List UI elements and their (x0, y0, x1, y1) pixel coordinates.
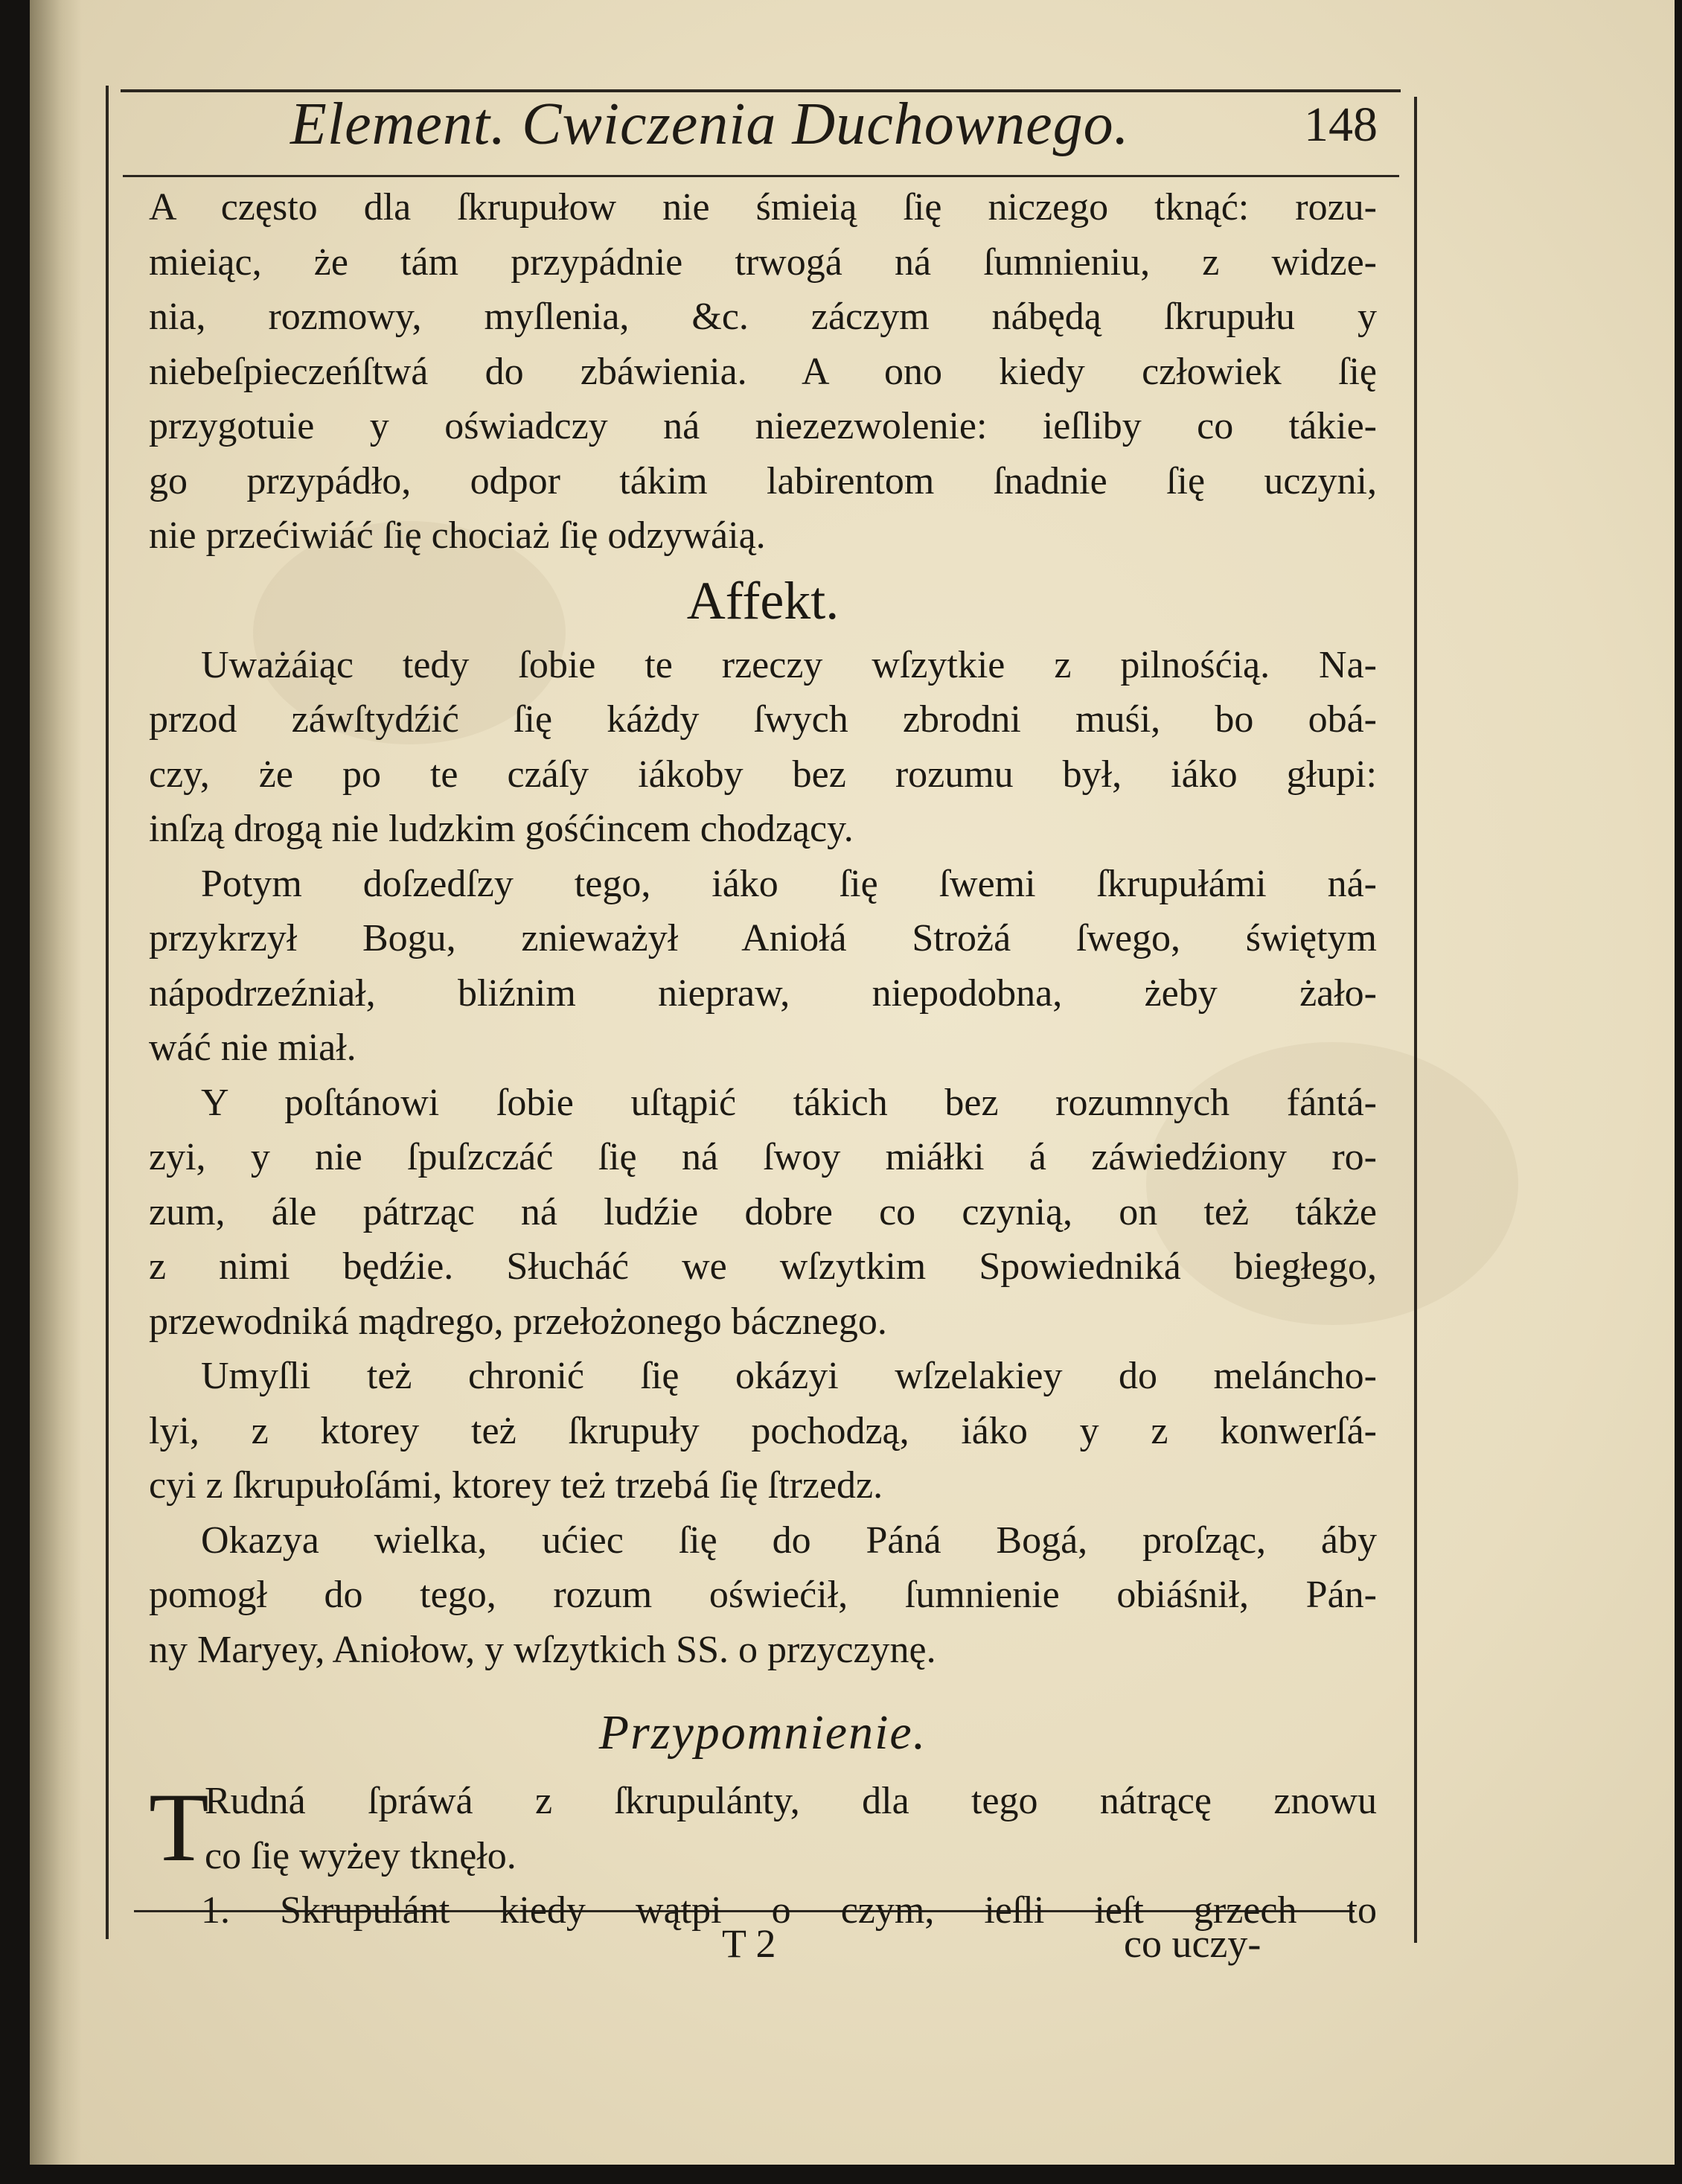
text-line: Uważáiąc tedy ſobie te rzeczy wſzytkie z pilnośćią. Na- (201, 643, 1377, 686)
text-line: nápodrzeźniał, bliźnim niepraw, niepodobna, żeby żało- (149, 971, 1377, 1015)
text-line: niebeſpieczeńſtwá do zbáwienia. A ono kiedy człowiek ſię (149, 350, 1377, 393)
text-line: nia, rozmowy, myſlenia, &c. záczym nábędą ſkrupułu y (149, 296, 1377, 338)
heading-przypomnienie: Przypomnienie. (598, 1705, 927, 1760)
text-line: go przypádło, odpor tákim labirentom ſnadnie ſię uczyni, (149, 459, 1377, 502)
text-line: Y poſtánowi ſobie uſtąpić tákich bez rozumnych fántá- (201, 1081, 1377, 1124)
text-line: zum, ále pátrząc ná ludźie dobre co czynią, on też tákże (149, 1190, 1377, 1233)
drop-cap: T (149, 1772, 209, 1882)
page-number: 148 (1304, 98, 1378, 152)
paragraph-1 (149, 180, 1377, 563)
text-line: przygotuie y oświadczy ná niezezwolenie: ieſliby co tákie- (149, 405, 1377, 447)
text-line: mieiąc, że tám przypádnie trwogá ná ſumnieniu, z widze- (149, 240, 1377, 284)
paragraph-6 (149, 1513, 1377, 1678)
page-gutter (30, 0, 82, 2165)
text-line: inſzą drogą nie ludzkim gośćincem chodzący. (149, 808, 854, 850)
text-line: cyi z ſkrupułoſámi, ktorey też trzebá ſię ſtrzedz. (149, 1464, 883, 1507)
page-footer (149, 1920, 1340, 1980)
text-line: nie przećiwiáć ſię chociaż ſię odzywáią. (149, 514, 766, 557)
text-line: zyi, y nie ſpuſzczáć ſię ná ſwoy miáłki á záwiedźiony ro- (149, 1136, 1377, 1178)
running-title: Element. Cwiczenia Duchownego. (290, 92, 1130, 157)
frame-right-rule (1414, 97, 1417, 1943)
text-line: przykrzył Bogu, znieważył Aniołá Strożá ſwego, świętym (149, 917, 1377, 960)
text-line: A często dla ſkrupułow nie śmieią ſię niczego tknąć: rozu- (149, 186, 1377, 229)
text-line: Okazya wielka, ućiec ſię do Páná Bogá, proſząc, áby (201, 1519, 1377, 1562)
frame-left-rule (106, 86, 109, 1939)
header-rule (123, 175, 1399, 177)
text-line: z nimi będźie. Słucháć we wſzytkim Spowiedniká biegłego, (149, 1245, 1377, 1288)
text-line: czy, że po te czáſy iákoby bez rozumu był, iáko głupi: (149, 753, 1377, 796)
text-line: lyi, z ktorey też ſkrupuły pochodzą, iáko y z konwerſá- (149, 1409, 1377, 1452)
paragraph-4 (149, 1076, 1377, 1350)
text-body (149, 180, 1377, 1938)
paragraph-7 (149, 1774, 1377, 1883)
text-line: wáć nie miał. (149, 1026, 356, 1069)
text-line: przewodniká mądrego, przełożonego bácznego. (149, 1300, 887, 1343)
text-line: pomogł do tego, rozum oświećił, ſumnienie obiáśnił, Pán- (149, 1574, 1377, 1616)
text-line: co ſię wyżey tknęło. (205, 1834, 517, 1877)
text-line: 1. Skrupulánt kiedy wątpi o czym, ieſli ieſt grzech to (201, 1889, 1377, 1932)
paragraph-3 (149, 857, 1377, 1076)
paragraph-2 (149, 638, 1377, 857)
text-line: Rudná ſpráwá z ſkrupulánty, dla tego nátrącę znowu (205, 1780, 1377, 1822)
signature-mark: T 2 (722, 1921, 776, 1966)
paragraph-5 (149, 1349, 1377, 1513)
text-line: przod záwſtydźić ſię káżdy ſwych zbrodni muśi, bo obá- (149, 698, 1377, 741)
text-line: Potym doſzedſzy tego, iáko ſię ſwemi ſkrupułámi ná- (201, 862, 1377, 905)
page-header (290, 91, 1407, 165)
text-line: ny Maryey, Aniołow, y wſzytkich SS. o przyczynę. (149, 1628, 936, 1671)
catchword: co uczy- (1124, 1921, 1262, 1966)
text-line: Umyſli też chronić ſię okázyi wſzelakiey do meláncho- (201, 1355, 1377, 1397)
heading-affekt: Affekt. (686, 570, 840, 630)
